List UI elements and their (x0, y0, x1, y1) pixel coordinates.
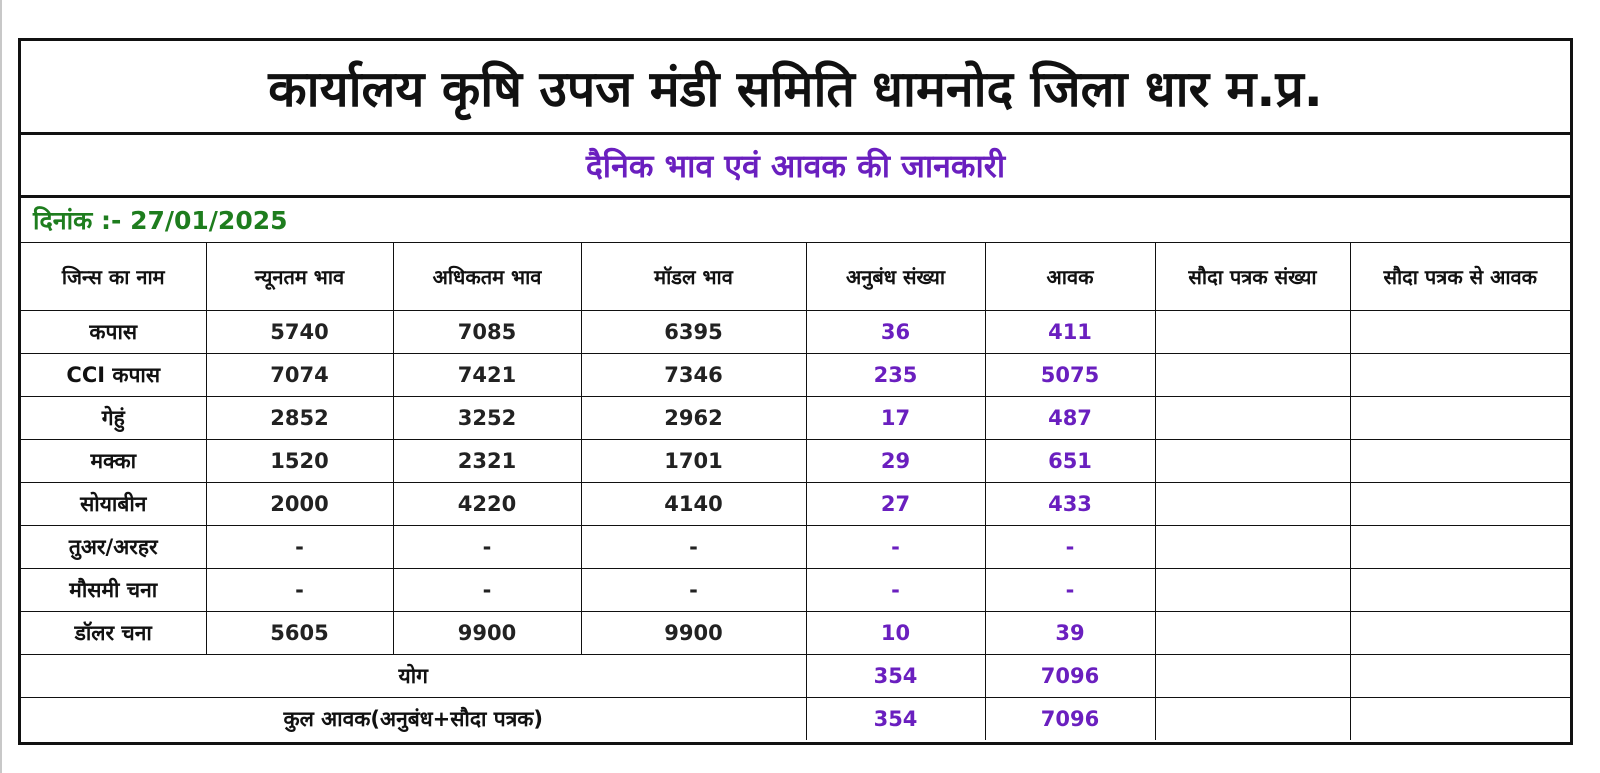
max-price: - (393, 526, 581, 569)
crop-name: गेहुं (21, 397, 206, 440)
report-date: दिनांक :- 27/01/2025 (21, 198, 1570, 243)
contract-count: 17 (806, 397, 985, 440)
crop-name: CCI कपास (21, 354, 206, 397)
model-price: - (581, 526, 806, 569)
deal-count (1155, 612, 1350, 655)
deal-count (1155, 397, 1350, 440)
contract-count: 10 (806, 612, 985, 655)
col-header-min-price: न्यूनतम भाव (206, 243, 393, 311)
contract-count: 29 (806, 440, 985, 483)
grand-total-deal-arrival (1350, 698, 1570, 741)
grand-total-deal-count (1155, 698, 1350, 741)
contract-count: 36 (806, 311, 985, 354)
min-price: 2852 (206, 397, 393, 440)
min-price: 5605 (206, 612, 393, 655)
contract-count: 235 (806, 354, 985, 397)
model-price: 1701 (581, 440, 806, 483)
deal-arrival (1350, 311, 1570, 354)
grand-total-contract-count: 354 (806, 698, 985, 741)
page-edge-line (0, 0, 2, 773)
model-price: 4140 (581, 483, 806, 526)
min-price: 7074 (206, 354, 393, 397)
total-contract-count: 354 (806, 655, 985, 698)
deal-count (1155, 354, 1350, 397)
arrival: 39 (985, 612, 1155, 655)
deal-arrival (1350, 483, 1570, 526)
total-arrival: 7096 (985, 655, 1155, 698)
model-price: - (581, 569, 806, 612)
deal-arrival (1350, 569, 1570, 612)
total-deal-count (1155, 655, 1350, 698)
deal-count (1155, 483, 1350, 526)
max-price: 7085 (393, 311, 581, 354)
arrival: 487 (985, 397, 1155, 440)
table-row (21, 311, 1570, 354)
table-row (21, 569, 1570, 612)
total-deal-arrival (1350, 655, 1570, 698)
max-price: - (393, 569, 581, 612)
table-row (21, 526, 1570, 569)
deal-count (1155, 311, 1350, 354)
contract-count: 27 (806, 483, 985, 526)
grand-total-row (21, 698, 1570, 741)
min-price: 5740 (206, 311, 393, 354)
price-arrival-notice (18, 38, 1573, 745)
min-price: - (206, 569, 393, 612)
model-price: 6395 (581, 311, 806, 354)
deal-count (1155, 440, 1350, 483)
deal-arrival (1350, 440, 1570, 483)
max-price: 7421 (393, 354, 581, 397)
arrival: 5075 (985, 354, 1155, 397)
max-price: 3252 (393, 397, 581, 440)
col-header-crop: जिन्स का नाम (21, 243, 206, 311)
model-price: 2962 (581, 397, 806, 440)
min-price: - (206, 526, 393, 569)
deal-arrival (1350, 354, 1570, 397)
grand-total-arrival: 7096 (985, 698, 1155, 741)
total-label: योग (21, 655, 806, 698)
total-row (21, 655, 1570, 698)
crop-name: सोयाबीन (21, 483, 206, 526)
deal-arrival (1350, 612, 1570, 655)
crop-name: कपास (21, 311, 206, 354)
crop-name: मक्का (21, 440, 206, 483)
crop-name: डॉलर चना (21, 612, 206, 655)
min-price: 1520 (206, 440, 393, 483)
deal-arrival (1350, 526, 1570, 569)
rates-table (21, 243, 1570, 740)
crop-name: तुअर/अरहर (21, 526, 206, 569)
table-header-row (21, 243, 1570, 311)
col-header-max-price: अधिकतम भाव (393, 243, 581, 311)
arrival: - (985, 526, 1155, 569)
table-row (21, 397, 1570, 440)
table-row (21, 440, 1570, 483)
min-price: 2000 (206, 483, 393, 526)
contract-count: - (806, 569, 985, 612)
office-title: कार्यालय कृषि उपज मंडी समिति धामनोद जिला धार म.प्र. (21, 41, 1570, 135)
arrival: 651 (985, 440, 1155, 483)
deal-count (1155, 526, 1350, 569)
col-header-model-price: मॉडल भाव (581, 243, 806, 311)
report-subtitle: दैनिक भाव एवं आवक की जानकारी (21, 135, 1570, 198)
max-price: 9900 (393, 612, 581, 655)
arrival: - (985, 569, 1155, 612)
arrival: 433 (985, 483, 1155, 526)
max-price: 2321 (393, 440, 581, 483)
grand-total-label: कुल आवक(अनुबंध+सौदा पत्रक) (21, 698, 806, 741)
col-header-contract-count: अनुबंध संख्या (806, 243, 985, 311)
deal-count (1155, 569, 1350, 612)
max-price: 4220 (393, 483, 581, 526)
crop-name: मौसमी चना (21, 569, 206, 612)
table-row (21, 483, 1570, 526)
table-row (21, 612, 1570, 655)
arrival: 411 (985, 311, 1155, 354)
table-row (21, 354, 1570, 397)
model-price: 9900 (581, 612, 806, 655)
col-header-deal-arrival: सौदा पत्रक से आवक (1350, 243, 1570, 311)
deal-arrival (1350, 397, 1570, 440)
contract-count: - (806, 526, 985, 569)
col-header-deal-count: सौदा पत्रक संख्या (1155, 243, 1350, 311)
col-header-arrival: आवक (985, 243, 1155, 311)
model-price: 7346 (581, 354, 806, 397)
